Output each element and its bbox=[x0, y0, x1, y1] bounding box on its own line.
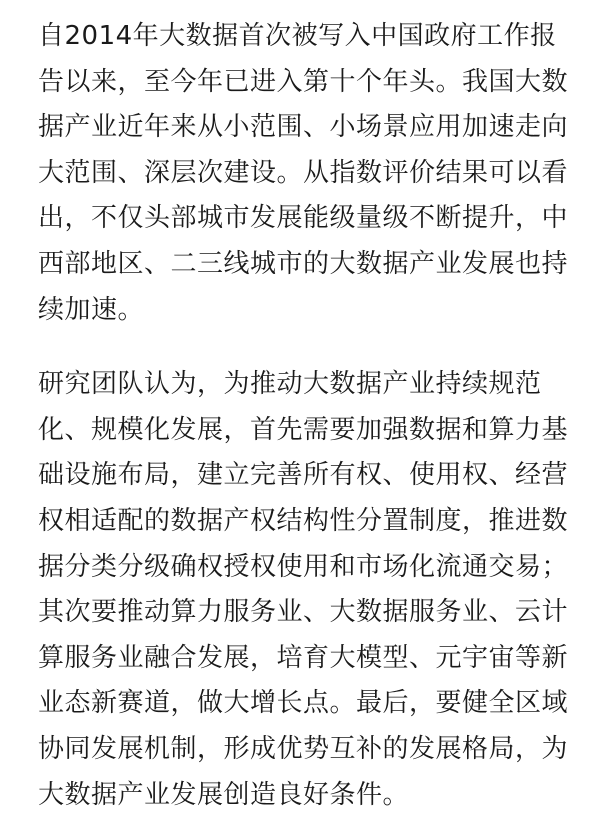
text-line: 业态新赛道，做大增长点。最后，要健全区域 bbox=[38, 688, 569, 719]
text-line: 西部地区、二三线城市的大数据产业发展也持 bbox=[38, 248, 569, 279]
paragraph-1 bbox=[38, 14, 569, 333]
text-line: 研究团队认为，为推动大数据产业持续规范 bbox=[38, 369, 542, 400]
text-line: 据产业近年来从小范围、小场景应用加速走向 bbox=[38, 112, 569, 143]
text-line: 大数据产业发展创造良好条件。 bbox=[38, 779, 410, 810]
article-body bbox=[38, 14, 569, 818]
text-line: 自2014年大数据首次被写入中国政府工作报 bbox=[38, 21, 557, 51]
text-line: 算服务业融合发展，培育大模型、元宇宙等新 bbox=[38, 642, 569, 673]
text-line: 告以来，至今年已进入第十个年头。我国大数 bbox=[38, 66, 569, 97]
text-line: 据分类分级确权授权使用和市场化流通交易； bbox=[38, 551, 569, 582]
text-line: 续加速。 bbox=[38, 294, 145, 325]
text-line: 出，不仅头部城市发展能级量级不断提升，中 bbox=[38, 203, 569, 234]
text-line: 协同发展机制，形成优势互补的发展格局，为 bbox=[38, 733, 569, 764]
text-line: 化、规模化发展，首先需要加强数据和算力基 bbox=[38, 414, 569, 445]
text-line: 其次要推动算力服务业、大数据服务业、云计 bbox=[38, 597, 569, 628]
paragraph-2 bbox=[38, 362, 569, 818]
text-line: 大范围、深层次建设。从指数评价结果可以看 bbox=[38, 157, 569, 188]
text-line: 权相适配的数据产权结构性分置制度，推进数 bbox=[38, 505, 569, 536]
text-line: 础设施布局，建立完善所有权、使用权、经营 bbox=[38, 460, 569, 491]
